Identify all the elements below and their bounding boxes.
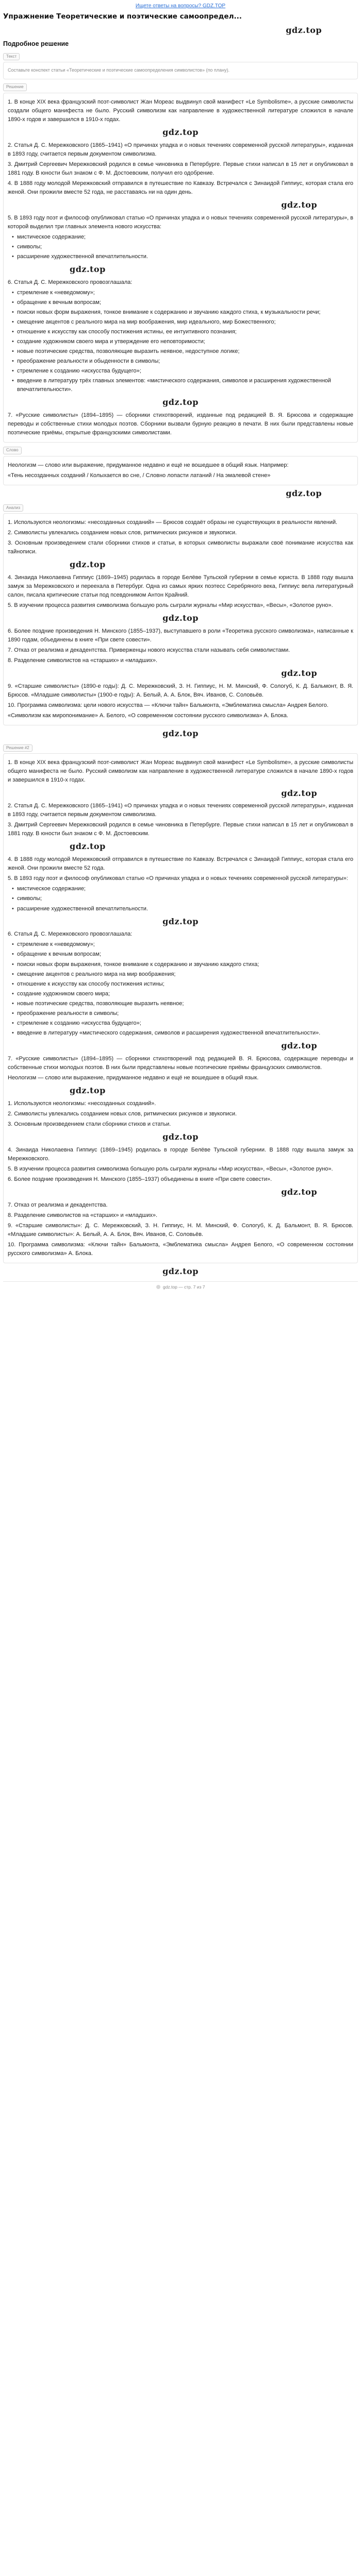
analysis-item: 2. Символисты увлекались созданием новых слов, ритмических рисунков и звукописи. bbox=[8, 1110, 237, 1117]
analysis-item: 6. Более поздние произведения Н. Минского (1855–1937) объединены в книге «При свете совести». bbox=[8, 1176, 272, 1182]
analysis-item: 4. Зинаида Николаевна Гиппиус (1869–1945) родилась в городе Белёве Тульской губернии. В 1888 году вышла замуж за Мережковского. bbox=[8, 1146, 353, 1162]
solution-item: 3. Дмитрий Сергеевич Мережковский родился в семье чиновника в Петербурге. Первые стихи написал в 15 лет и опубликовал в 1881 году. В юности был знаком с Ф. М. Достоевским, получил его одобрение. bbox=[8, 161, 353, 176]
watermark: gdz.top bbox=[162, 127, 199, 137]
first-list bbox=[11, 233, 353, 261]
watermark: gdz.top bbox=[70, 560, 106, 570]
solution-item: 2. Статья Д. С. Мережковского (1865–1941) «О причинах упадка и о новых течениях современной русской литературы», изданная в 1893 году, считается первым документом символизма. bbox=[8, 142, 353, 157]
list-item: • создание художником своего мира и утверждение его неповторимости; bbox=[11, 337, 353, 346]
analysis-tail: «Символизм как миропонимание» А. Белого, «О современном состоянии русского символизма» А. Блока. bbox=[8, 713, 288, 719]
analysis-box bbox=[3, 513, 358, 725]
analysis-item: 8. Разделение символистов на «старших» и «младших». bbox=[8, 657, 158, 664]
watermark: gdz.top bbox=[162, 728, 199, 739]
analysis-item: 4. Зинаида Николаевна Гиппиус (1869–1945) родилась в городе Белёве Тульской губернии в семье юриста. В 1888 году вышла замуж за Мережковского и переехала в Петербург. Одна из самых ярких поэтесс Серебряного века, Гиппиус вела литературный салон, писала критические статьи под псевдонимом Антон Крайний. bbox=[8, 574, 353, 599]
list-item: • преображение реальности в символы; bbox=[11, 1009, 353, 1018]
solution-item: 5. В 1893 году поэт и философ опубликовал статью «О причинах упадка и о новых течениях современной русской литературы»: bbox=[8, 875, 348, 882]
analysis-item: 1. Используются неологизмы: «несозданных созданий». bbox=[8, 1100, 156, 1107]
list-item: • стремление к созданию «искусства будущего»; bbox=[11, 1019, 353, 1028]
watermark: gdz.top bbox=[162, 916, 199, 926]
list-item: • символы; bbox=[11, 894, 353, 903]
watermark: gdz.top bbox=[70, 841, 106, 852]
solution-item: 1. В конце XIX века французский поэт-символист Жан Мореас выдвинул свой манифест «Le Symbolisme», а русские символисты общего манифеста не было. Русский символизм как направление в художественной литературе сложился в начале 1890-х годов и завершился в 1910-х годах. bbox=[8, 759, 353, 784]
list-item: • смещение акцентов с реального мира на мир воображения; bbox=[11, 970, 353, 979]
list-item: • стремление к созданию «искусства будущего»; bbox=[11, 367, 353, 376]
solution-item: 2. Статья Д. С. Мережковского (1865–1941) «О причинах упадка и о новых течениях современной русской литературы», изданная в 1893 году, считается первым документом символизма. bbox=[8, 803, 353, 818]
watermark: gdz.top bbox=[162, 1131, 199, 1142]
repeat-list-2 bbox=[11, 940, 353, 1037]
solution-item: 4. В 1888 году молодой Мережковский отправился в путешествие по Кавказу. Встречался с Зинаидой Гиппиус, которая стала его женой. Они прожили вместе 52 года, не расставаясь ни на один день. bbox=[8, 180, 353, 195]
analysis-item: 10. Программа символизма: цели нового искусства — «Ключи тайн» Бальмонта, «Эмблематика смысла» Андрея Белого. bbox=[8, 702, 329, 709]
watermark: gdz.top bbox=[162, 397, 199, 408]
list-item: • символы; bbox=[11, 243, 353, 251]
analysis-item: 9. «Старшие символисты» (1890-е годы): Д. С. Мережковский, З. Н. Гиппиус, Н. М. Минский, Ф. Сологуб, К. Д. Бальмонт, В. Я. Брюсов. «Младшие символисты» (1900-е годы): А. Белый, А. А. Блок, Вяч. Иванов, С. Соловьёв. bbox=[8, 683, 353, 699]
footer bbox=[3, 1281, 358, 1291]
watermark: gdz.top bbox=[286, 25, 322, 35]
list-item: • обращение к вечным вопросам; bbox=[11, 298, 353, 307]
analysis-item: 7. Отказ от реализма и декадентства. bbox=[8, 1201, 108, 1208]
analysis-item: 1. Используются неологизмы: «несозданных созданий» — Брюсов создаёт образы не существующих в реальности явлений. bbox=[8, 519, 338, 526]
term-definition: Неологизм — слово или выражение, придуманное недавно и ещё не вошедшее в общий язык. Например: bbox=[8, 462, 289, 468]
list-item: • введение в литературу «мистического содержания, символов и расширения художественной впечатлительности». bbox=[11, 1029, 353, 1038]
term-example: «Тень несозданных созданий / Колыхается во сне, / Словно лопасти латаний / На эмалевой стене» bbox=[8, 472, 271, 479]
list-item: • смещение акцентов с реального мира на мир воображения, мир идеального, мир Божественного; bbox=[11, 318, 353, 327]
analysis-item: 5. В изучении процесса развития символизма большую роль сыграли журналы «Мир искусства», «Весы», «Золотое руно». bbox=[8, 602, 333, 609]
watermark: gdz.top bbox=[281, 1040, 317, 1050]
analysis-item: 2. Символисты увлекались созданием новых слов, ритмических рисунков и звукописи. bbox=[8, 530, 237, 536]
watermark: gdz.top bbox=[70, 1085, 106, 1095]
watermark: gdz.top bbox=[281, 1187, 317, 1197]
tag-repeat: Решение #2 bbox=[3, 744, 32, 752]
solution-item: 1. В конце XIX века французский поэт-символист Жан Мореас выдвинул свой манифест «Le Symbolisme», а русские символисты создали общего манифеста не было. Русский символизм как направление в художественной литературе сложился в начале 1890-х годов и завершился в 1910-х годах. bbox=[8, 98, 353, 123]
list-item: • поиски новых форм выражения, тонкое внимание к содержанию и звучанию каждого стиха; bbox=[11, 960, 353, 969]
analysis-item: 9. «Старшие символисты»: Д. С. Мережковский, З. Н. Гиппиус, Н. М. Минский, Ф. Сологуб, К. Д. Бальмонт, В. Я. Брюсов. «Младшие символисты»: А. Белый, А. А. Блок, Вяч. Иванов, С. Соловьёв. bbox=[8, 1222, 353, 1238]
solution-item: 6. Статья Д. С. Мережковского провозглашала: bbox=[8, 931, 133, 938]
watermark: gdz.top bbox=[162, 1266, 199, 1276]
solution-heading: Подробное решение bbox=[3, 40, 69, 47]
tag-solution: Решение bbox=[3, 83, 27, 91]
task-box bbox=[3, 62, 358, 79]
list-item: • мистическое содержание; bbox=[11, 233, 353, 242]
solution-item: 4. В 1888 году молодой Мережковский отправился в путешествие по Кавказу. Встречался с Зинаидой Гиппиус, которая стала его женой. Они прожили вместе 52 года. bbox=[8, 856, 353, 872]
list-item: • стремление к «неведомому»; bbox=[11, 289, 353, 297]
repeat-list-1 bbox=[11, 885, 353, 913]
watermark: gdz.top bbox=[162, 613, 199, 623]
watermark: gdz.top bbox=[281, 668, 317, 679]
list-item: • обращение к вечным вопросам; bbox=[11, 950, 353, 959]
second-list bbox=[11, 289, 353, 395]
solution-item: 5. В 1893 году поэт и философ опубликовал статью «О причинах упадка и о новых течениях современной русской литературы», в которой выделил три главных элемента нового искусства: bbox=[8, 214, 353, 230]
list-item: • новые поэтические средства, позволяющие выразить неявное; bbox=[11, 999, 353, 1008]
list-item: • мистическое содержание; bbox=[11, 885, 353, 893]
list-item: • введение в литературу трёх главных элементов: «мистического содержания, символов и расширения художественной впечатлительности». bbox=[11, 377, 353, 394]
list-item: • создание художником своего мира; bbox=[11, 990, 353, 998]
watermark: gdz.top bbox=[70, 264, 106, 275]
exercise-title: Упражнение Теоретические и поэтические самоопредел... bbox=[3, 12, 242, 21]
footer-text: gdz.top — стр. 7 из 7 bbox=[162, 1284, 205, 1290]
repeat-box bbox=[3, 753, 358, 1263]
list-item: • отношение к искусству как способу постижения истины, ее интуитивного познания; bbox=[11, 328, 353, 336]
analysis-item: 3. Основным произведением стали сборники стихов и статьи, в которых символисты выражали своё понимание искусства как тайнописи. bbox=[8, 540, 353, 555]
watermark: gdz.top bbox=[281, 788, 317, 798]
tag-analysis: Анализ bbox=[3, 504, 23, 512]
watermark: gdz.top bbox=[281, 200, 317, 210]
tag-task: Текст bbox=[3, 53, 20, 60]
solution-item: 7. «Русские символисты» (1894–1895) — сборники стихотворений, изданные под редакцией В. Я. Брюсова и содержащие переводы и собственные стихи молодых поэтов. Сборники вызвали бурную реакцию в печати. В них были представлены новые поэтические приёмы, открытые французскими символистами. bbox=[8, 412, 353, 436]
list-item: • стремление к «неведомому»; bbox=[11, 940, 353, 949]
analysis-item: 3. Основным произведением стали сборники стихов и статьи. bbox=[8, 1121, 171, 1127]
solution-item: 3. Дмитрий Сергеевич Мережковский родился в семье чиновника в Петербурге. Первые стихи написал в 15 лет и опубликовал в 1881 году. В юности был знаком с Ф. М. Достоевским. bbox=[8, 822, 353, 837]
solution-item: 7. «Русские символисты» (1894–1895) — сборники стихотворений под редакцией В. Я. Брюсова, содержащие переводы и собственные стихи молодых поэтов. В них были представлены новые поэтические приёмы французских символистов. bbox=[8, 1055, 353, 1071]
list-item: • преображение реальности и обыденности в символы; bbox=[11, 357, 353, 366]
watermark: gdz.top bbox=[286, 488, 322, 498]
list-item: • расширение художественной впечатлительности. bbox=[11, 252, 353, 261]
list-item: • расширение художественной впечатлительности. bbox=[11, 905, 353, 913]
term-definition: Неологизм — слово или выражение, придуманное недавно и ещё не вошедшее в общий язык. bbox=[8, 1074, 259, 1081]
solution-item: 6. Статья Д. С. Мережковского провозглашала: bbox=[8, 279, 133, 285]
list-item: • поиски новых форм выражения, тонкое внимание к содержанию и звучанию каждого стиха, к музыкальности речи; bbox=[11, 308, 353, 317]
term-box bbox=[3, 456, 358, 485]
list-item: • отношение к искусству как способу постижения истины; bbox=[11, 980, 353, 989]
list-item: • новые поэтические средства, позволяющие выразить неявное, недоступное логике; bbox=[11, 347, 353, 356]
analysis-item: 7. Отказ от реализма и декадентства. Приверженцы нового искусства стали называть себя символистами. bbox=[8, 647, 290, 654]
analysis-item: 5. В изучении процесса развития символизма большую роль сыграли журналы «Мир искусства», «Весы», «Золотое руно». bbox=[8, 1165, 333, 1172]
tag-term: Слово bbox=[3, 447, 22, 454]
page-icon bbox=[156, 1285, 160, 1289]
analysis-item: 8. Разделение символистов на «старших» и «младших». bbox=[8, 1212, 158, 1218]
analysis-item: 10. Программа символизма: «Ключи тайн» Бальмонта, «Эмблематика смысла» Андрея Белого, «О современном состоянии русского символизма» А. Блока. bbox=[8, 1241, 353, 1257]
task-text: Составьте конспект статьи «Теоретические и поэтические самоопределения символистов» (по плану). bbox=[8, 67, 229, 73]
top-link[interactable]: Ищете ответы на вопросы? GDZ.TOP bbox=[135, 3, 226, 9]
analysis-item: 6. Более поздние произведения Н. Минского (1855–1937), выступавшего в роли «Теоретика русского символизма», написанные к 1890 годам, объединены в книге «При свете совести». bbox=[8, 628, 353, 643]
solution-box bbox=[3, 93, 358, 443]
